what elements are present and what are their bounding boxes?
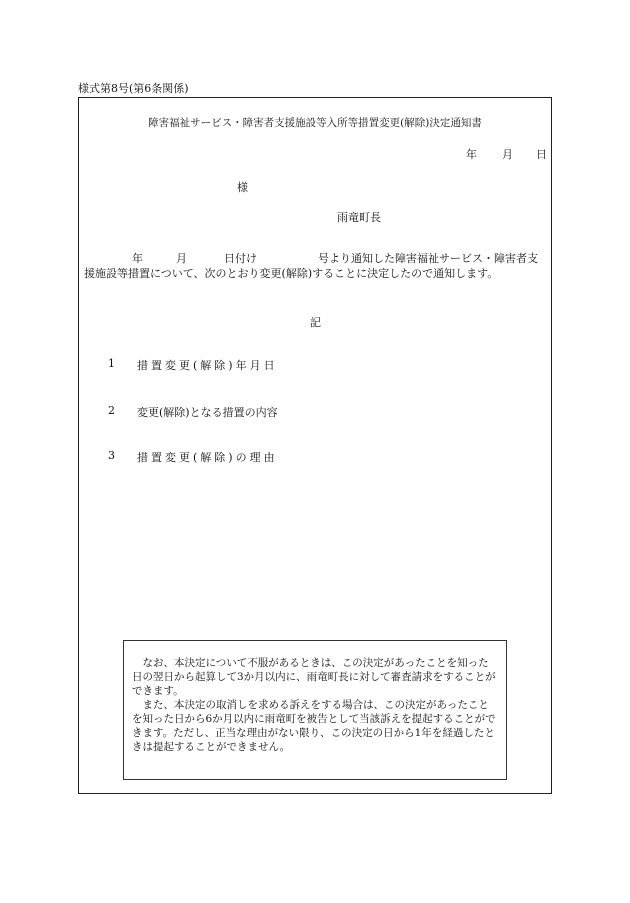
appeal-notice-paragraph-2: また、本決定の取消しを求める訴えをする場合は、この決定があったことを知った日から6か月以内に雨竜町を被告として当該訴えを提起することができます。ただし、正当な理由がない限り、この決定の日から1年を経過したときは提起することができません。	[132, 699, 496, 753]
item-3-label: 措置変更(解除)の理由	[137, 451, 278, 464]
item-2-number: 2	[108, 404, 115, 417]
form-number: 様式第8号(第6条関係)	[78, 82, 189, 95]
item-1-label: 措置変更(解除)年月日	[137, 359, 278, 372]
item-3-number: 3	[108, 449, 115, 462]
item-2-label: 変更(解除)となる措置の内容	[137, 406, 278, 419]
date-month: 月	[502, 148, 513, 161]
issuer: 雨竜町長	[337, 211, 381, 224]
body-date-year: 年	[132, 252, 143, 265]
recipient-suffix: 様	[237, 181, 248, 194]
date-year: 年	[466, 148, 477, 161]
body-date-day: 日付け	[224, 252, 257, 265]
date-day: 日	[536, 148, 547, 161]
body-number-text: 号より通知した障害福祉サービス・障害者支	[318, 252, 538, 265]
notification-body	[84, 251, 550, 281]
document-title: 障害福祉サービス・障害者支援施設等入所等措置変更(解除)決定通知書	[148, 117, 482, 129]
ki-heading: 記	[310, 316, 321, 329]
body-line-2: 援施設等措置について、次のとおり変更(解除)することに決定したので通知します。	[84, 267, 499, 280]
item-1-number: 1	[108, 357, 115, 370]
appeal-notice-box	[123, 640, 507, 780]
body-date-month: 月	[176, 252, 187, 265]
appeal-notice-paragraph-1: なお、本決定について不服があるときは、この決定があったことを知った日の翌日から起算して3か月以内に、雨竜町長に対して審査請求をすることができます。	[132, 657, 496, 697]
